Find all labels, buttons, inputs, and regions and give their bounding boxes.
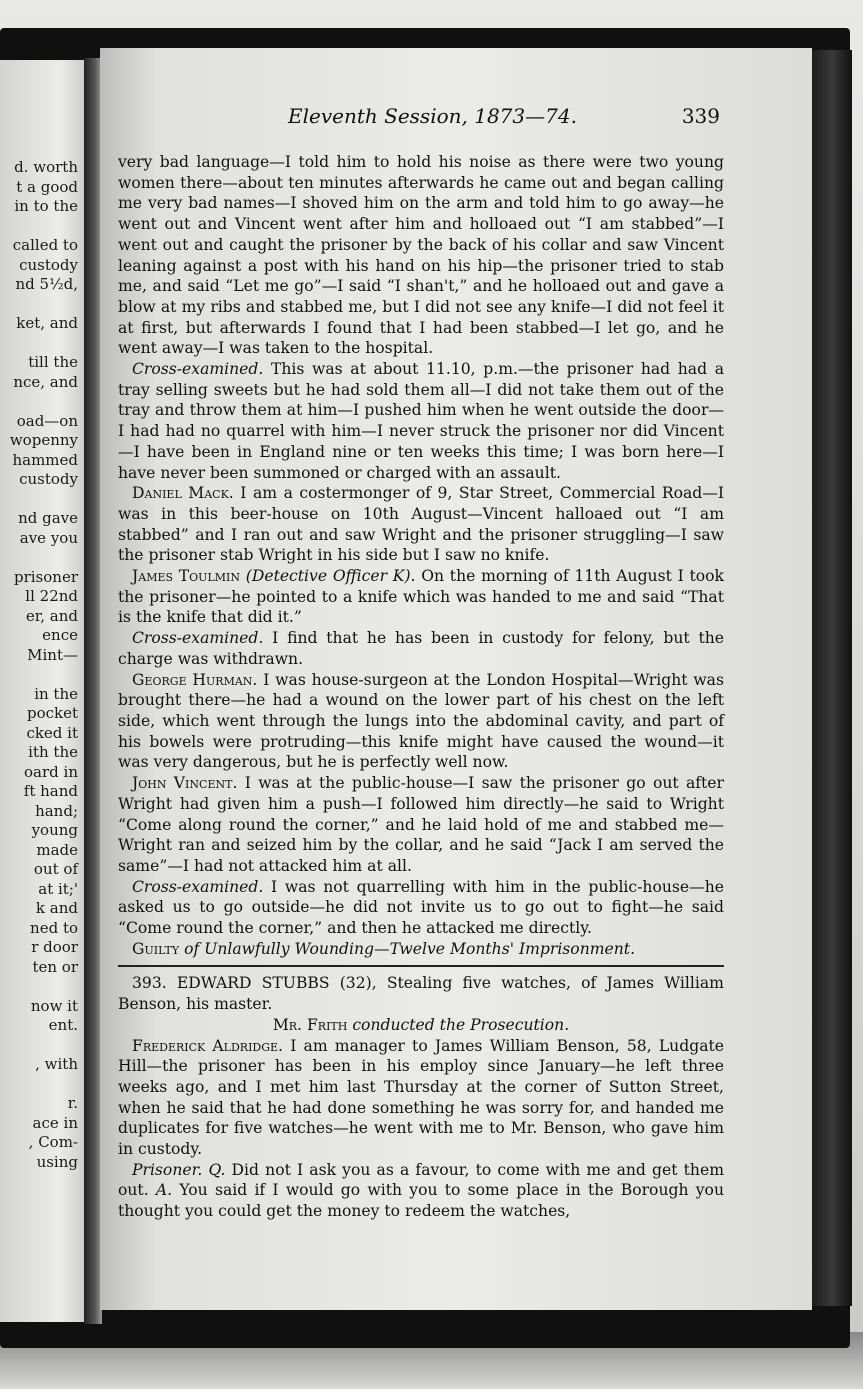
left-page-line: in the (34, 684, 78, 703)
left-page-line: prisoner (13, 567, 78, 586)
case-heading (118, 973, 724, 1014)
witness-paragraph (118, 566, 724, 628)
left-page-line: , with (35, 1055, 78, 1073)
left-page-line: at it;' (38, 879, 78, 898)
left-page-line: ave you (19, 528, 78, 547)
cross-examination-paragraph (118, 877, 724, 939)
left-page-line: in to the (14, 197, 78, 215)
left-page-line: till the (28, 353, 78, 371)
left-page-line (10, 1075, 78, 1095)
left-page-line (10, 217, 78, 237)
left-page-line: ace in (32, 1113, 78, 1132)
verdict-guilty: Guilty (132, 939, 180, 958)
left-page-line: ent. (48, 1016, 78, 1034)
left-page-text (10, 158, 78, 1172)
verdict (118, 939, 724, 960)
left-page-line: pocket (26, 704, 78, 722)
left-page-line: ket, and (16, 314, 78, 332)
left-page-line: custody (19, 255, 78, 274)
left-page-line: ft hand (23, 782, 78, 800)
left-page-line: er, and (25, 606, 78, 625)
left-page-line (10, 392, 78, 412)
question-label: Q. (208, 1160, 226, 1179)
answer-label: A. (155, 1181, 173, 1200)
left-page-line (10, 1036, 78, 1056)
left-page-line: cked it (26, 723, 78, 742)
left-page-line: nce, and (13, 372, 78, 391)
witness-name: James Toulmin (132, 567, 240, 586)
cross-examination-paragraph (118, 359, 724, 483)
cross-examined-label: Cross-examined. (132, 877, 264, 896)
right-page (100, 48, 812, 1310)
paragraph-text: I am manager to James William Benson, 58, Ludgate Hill—the prisoner has been in his employ since January—he left three weeks ago, and I met him last Thursday at the corner of Sutton Street, when he said that he had done something he was sorry for, and handed me duplicates for five watches—he went with me to Mr. Benson, who gave him in custody. (118, 1036, 724, 1159)
witness-paragraph (118, 483, 724, 566)
page-number: 339 (681, 104, 720, 128)
left-page (0, 60, 84, 1322)
case-number: 393. (132, 974, 167, 993)
witness-paragraph (118, 670, 724, 774)
prosecutor-name: Mr. Frith (272, 1015, 348, 1034)
answer-text: You said if I would go with you to some place in the Borough you thought you could get the money to redeem the watches, (118, 1181, 724, 1221)
left-page-line: k and (35, 899, 78, 917)
left-page-line: nd gave (18, 509, 78, 527)
paragraph-text: I am a costermonger of 9, Star Street, Commercial Road—I was in this beer-house on 10th August—Vincent halloaed out “I am stabbed” and I ran out and saw Wright and the prisoner struggling—I saw the prisoner stab Wright in his side but I saw no knife. (118, 484, 724, 565)
witness-paragraph (118, 1036, 724, 1160)
prisoner-question-paragraph (118, 1160, 724, 1222)
witness-paragraph (118, 773, 724, 877)
left-page-line: r door (31, 938, 78, 956)
left-page-line: using (36, 1152, 78, 1171)
left-page-line: custody (19, 470, 78, 488)
paragraph-text: I was at the public-house—I saw the prisoner go out after Wright had given him a push—I followed him directly—he said to Wright “Come along round the corner,” and he laid hold of me and stabbed me—Wright ran and seized him by the collar, and he said “Jack I am served the same”—I had not attacked him at all. (118, 774, 724, 875)
left-page-line: ten or (32, 957, 78, 976)
left-page-line: oad—on (16, 411, 78, 430)
left-page-line (10, 977, 78, 997)
cross-examined-label: Cross-examined. (132, 360, 264, 379)
paragraph-text: On the morning of 11th August I took the prisoner—he pointed to a knife which was handed to me and said “That is the knife that did it.” (118, 567, 724, 627)
testimony-paragraph (118, 152, 724, 359)
left-page-line: young (31, 821, 78, 839)
cross-examination-paragraph (118, 628, 724, 669)
left-page-line: ll 22nd (25, 587, 78, 605)
witness-name: Daniel Mack. (132, 484, 234, 503)
left-page-line: , Com- (28, 1133, 78, 1151)
case-divider (118, 965, 724, 967)
page-header (100, 104, 812, 136)
witness-name: Frederick Aldridge. (132, 1036, 284, 1055)
paragraph-text: This was at about 11.10, p.m.—the prisoner had had a tray selling sweets but he had sold them all—I did not take them out of the tray and throw them at him—I pushed him when he went outside the door—I had had no quarrel with him—I never struck the prisoner nor did Vincent—I have been in England nine or ten weeks this time; I was born here—I have never been summoned or charged with an assault. (118, 360, 724, 482)
left-page-line: oard in (24, 762, 78, 781)
left-page-line (10, 295, 78, 315)
left-page-line (10, 334, 78, 354)
prosecution-line (118, 1015, 724, 1036)
left-page-line: ned to (30, 918, 78, 937)
paragraph-text: very bad language—I told him to hold his noise as there were two young women there—about ten minutes afterwards he came out and began calling me very bad names—I shoved him on the arm and told him to go away—he went out and Vincent went after him and holloaed out “I am stabbed”—I went out and caught the prisoner by the back of his collar and saw Vincent leaning against a post with his hand on his hip—the prisoner tried to stab me, and said “Let me go”—I said “I shan't,” and he holloaed out and gave a blow at my ribs and stabbed me, but I did not see any knife—I did not feel it at first, but afterwards I found that I had been stabbed—I let go, and he went away—I was taken to the hospital. (118, 153, 724, 358)
paragraph-text: I was not quarrelling with him in the public-house—he asked us to go outside—he did not invite us to go out to fight—he said “Come round the corner,” and then he attacked me directly. (118, 877, 724, 938)
left-page-line (10, 665, 78, 685)
paragraph-text: I find that he has been in custody for felony, but the charge was withdrawn. (118, 629, 724, 668)
left-page-line: nd 5½d, (15, 275, 78, 293)
question-text: Did not I ask you as a favour, to come with me and get them out. (118, 1160, 724, 1200)
prosecution-text: conducted the Prosecution. (352, 1015, 570, 1034)
paragraph-text: I was house-surgeon at the London Hospital—Wright was brought there—he had a wound on the lower part of his chest on the left side, which went through the lungs into the abdominal cavity, and part of his bowels were protruding—this knife might have caused the wound—it was very dangerous, but he is perfectly well now. (118, 670, 724, 772)
left-page-line: hand; (35, 801, 78, 820)
verdict-sentence: of Unlawfully Wounding—Twelve Months' Imprisonment. (184, 939, 636, 958)
left-page-line: called to (12, 236, 78, 254)
page-body (118, 152, 724, 1222)
case-defendant: EDWARD STUBBS (32), (176, 974, 377, 993)
left-page-line: now it (30, 996, 78, 1015)
running-head: Eleventh Session, 1873—74. (288, 104, 577, 128)
left-page-line: made (36, 840, 78, 859)
prisoner-label: Prisoner. (132, 1160, 203, 1179)
left-page-line: out of (33, 860, 78, 878)
left-page-line: ence (42, 626, 78, 644)
left-page-line: r. (67, 1094, 78, 1112)
page-edges (812, 50, 852, 1306)
left-page-line (10, 548, 78, 568)
witness-name: George Hurman. (132, 670, 258, 689)
left-page-line: hammed (12, 450, 78, 469)
left-page-line: ith the (28, 743, 78, 761)
witness-name: John Vincent. (132, 774, 238, 793)
left-page-line: Mint— (27, 645, 78, 664)
left-page-line: wopenny (9, 431, 78, 449)
witness-role: (Detective Officer K). (245, 567, 416, 586)
left-page-line (10, 490, 78, 510)
cross-examined-label: Cross-examined. (132, 629, 264, 648)
left-page-line: t a good (16, 177, 78, 196)
case-charge: Stealing five watches, of James William Benson, his master. (118, 974, 724, 1014)
left-page-line: d. worth (14, 158, 78, 176)
